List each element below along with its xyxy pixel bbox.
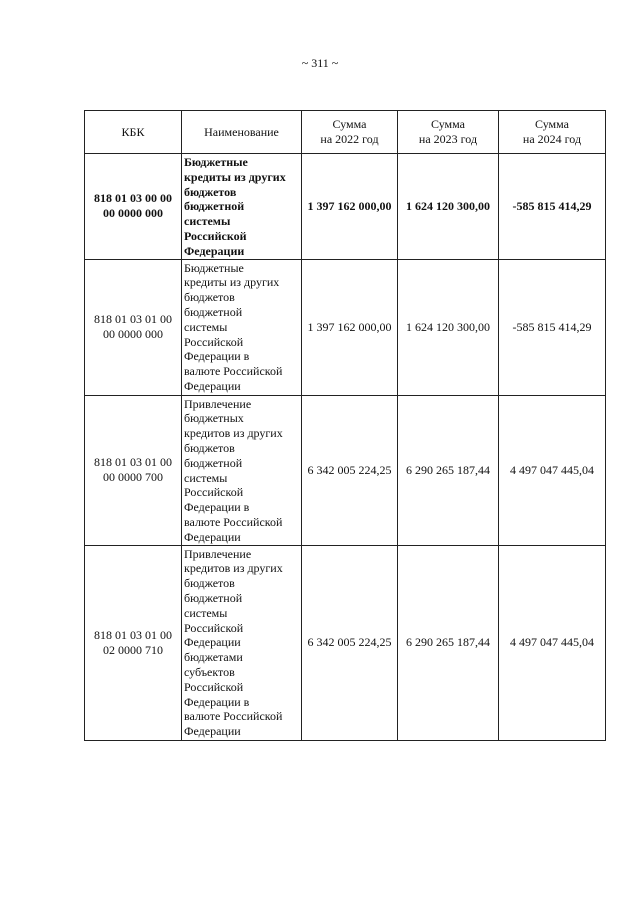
sum-2022-cell: 1 397 162 000,00 — [302, 154, 398, 260]
sum-2023-cell: 1 624 120 300,00 — [398, 154, 499, 260]
kbk-cell: 818 01 03 00 00 00 0000 000 — [85, 154, 182, 260]
header-name: Наименование — [182, 111, 302, 154]
page-number: ~ 311 ~ — [301, 56, 339, 70]
sum-2022-cell: 1 397 162 000,00 — [302, 259, 398, 395]
kbk-cell: 818 01 03 01 00 00 0000 000 — [85, 259, 182, 395]
sum-2023-cell: 6 290 265 187,44 — [398, 545, 499, 740]
sum-2024-cell: -585 815 414,29 — [499, 259, 606, 395]
sum-2024-cell: -585 815 414,29 — [499, 154, 606, 260]
kbk-cell: 818 01 03 01 00 00 0000 700 — [85, 395, 182, 545]
name-cell: Привлечение бюджетных кредитов из других бюджетов бюджетной системы Российской Федерации в валюте Российской Федерации — [182, 395, 302, 545]
sum-2022-cell: 6 342 005 224,25 — [302, 545, 398, 740]
table-row — [85, 545, 606, 740]
header-sum-2023: Сумма на 2023 год — [398, 111, 499, 154]
table-header-row — [85, 111, 606, 154]
header-kbk: КБК — [85, 111, 182, 154]
table-row — [85, 259, 606, 395]
header-sum-2022: Сумма на 2022 год — [302, 111, 398, 154]
header-sum-2024: Сумма на 2024 год — [499, 111, 606, 154]
name-cell: Бюджетные кредиты из других бюджетов бюджетной системы Российской Федерации в валюте Российской Федерации — [182, 259, 302, 395]
name-cell: Бюджетные кредиты из других бюджетов бюджетной системы Российской Федерации — [182, 154, 302, 260]
sum-2024-cell: 4 497 047 445,04 — [499, 545, 606, 740]
table-row — [85, 395, 606, 545]
sum-2022-cell: 6 342 005 224,25 — [302, 395, 398, 545]
sum-2023-cell: 1 624 120 300,00 — [398, 259, 499, 395]
table-row — [85, 154, 606, 260]
name-cell: Привлечение кредитов из других бюджетов бюджетной системы Российской Федерации бюджетами субъектов Российской Федерации в валюте Российской Федерации — [182, 545, 302, 740]
sum-2023-cell: 6 290 265 187,44 — [398, 395, 499, 545]
sum-2024-cell: 4 497 047 445,04 — [499, 395, 606, 545]
kbk-cell: 818 01 03 01 00 02 0000 710 — [85, 545, 182, 740]
budget-table — [84, 110, 606, 741]
